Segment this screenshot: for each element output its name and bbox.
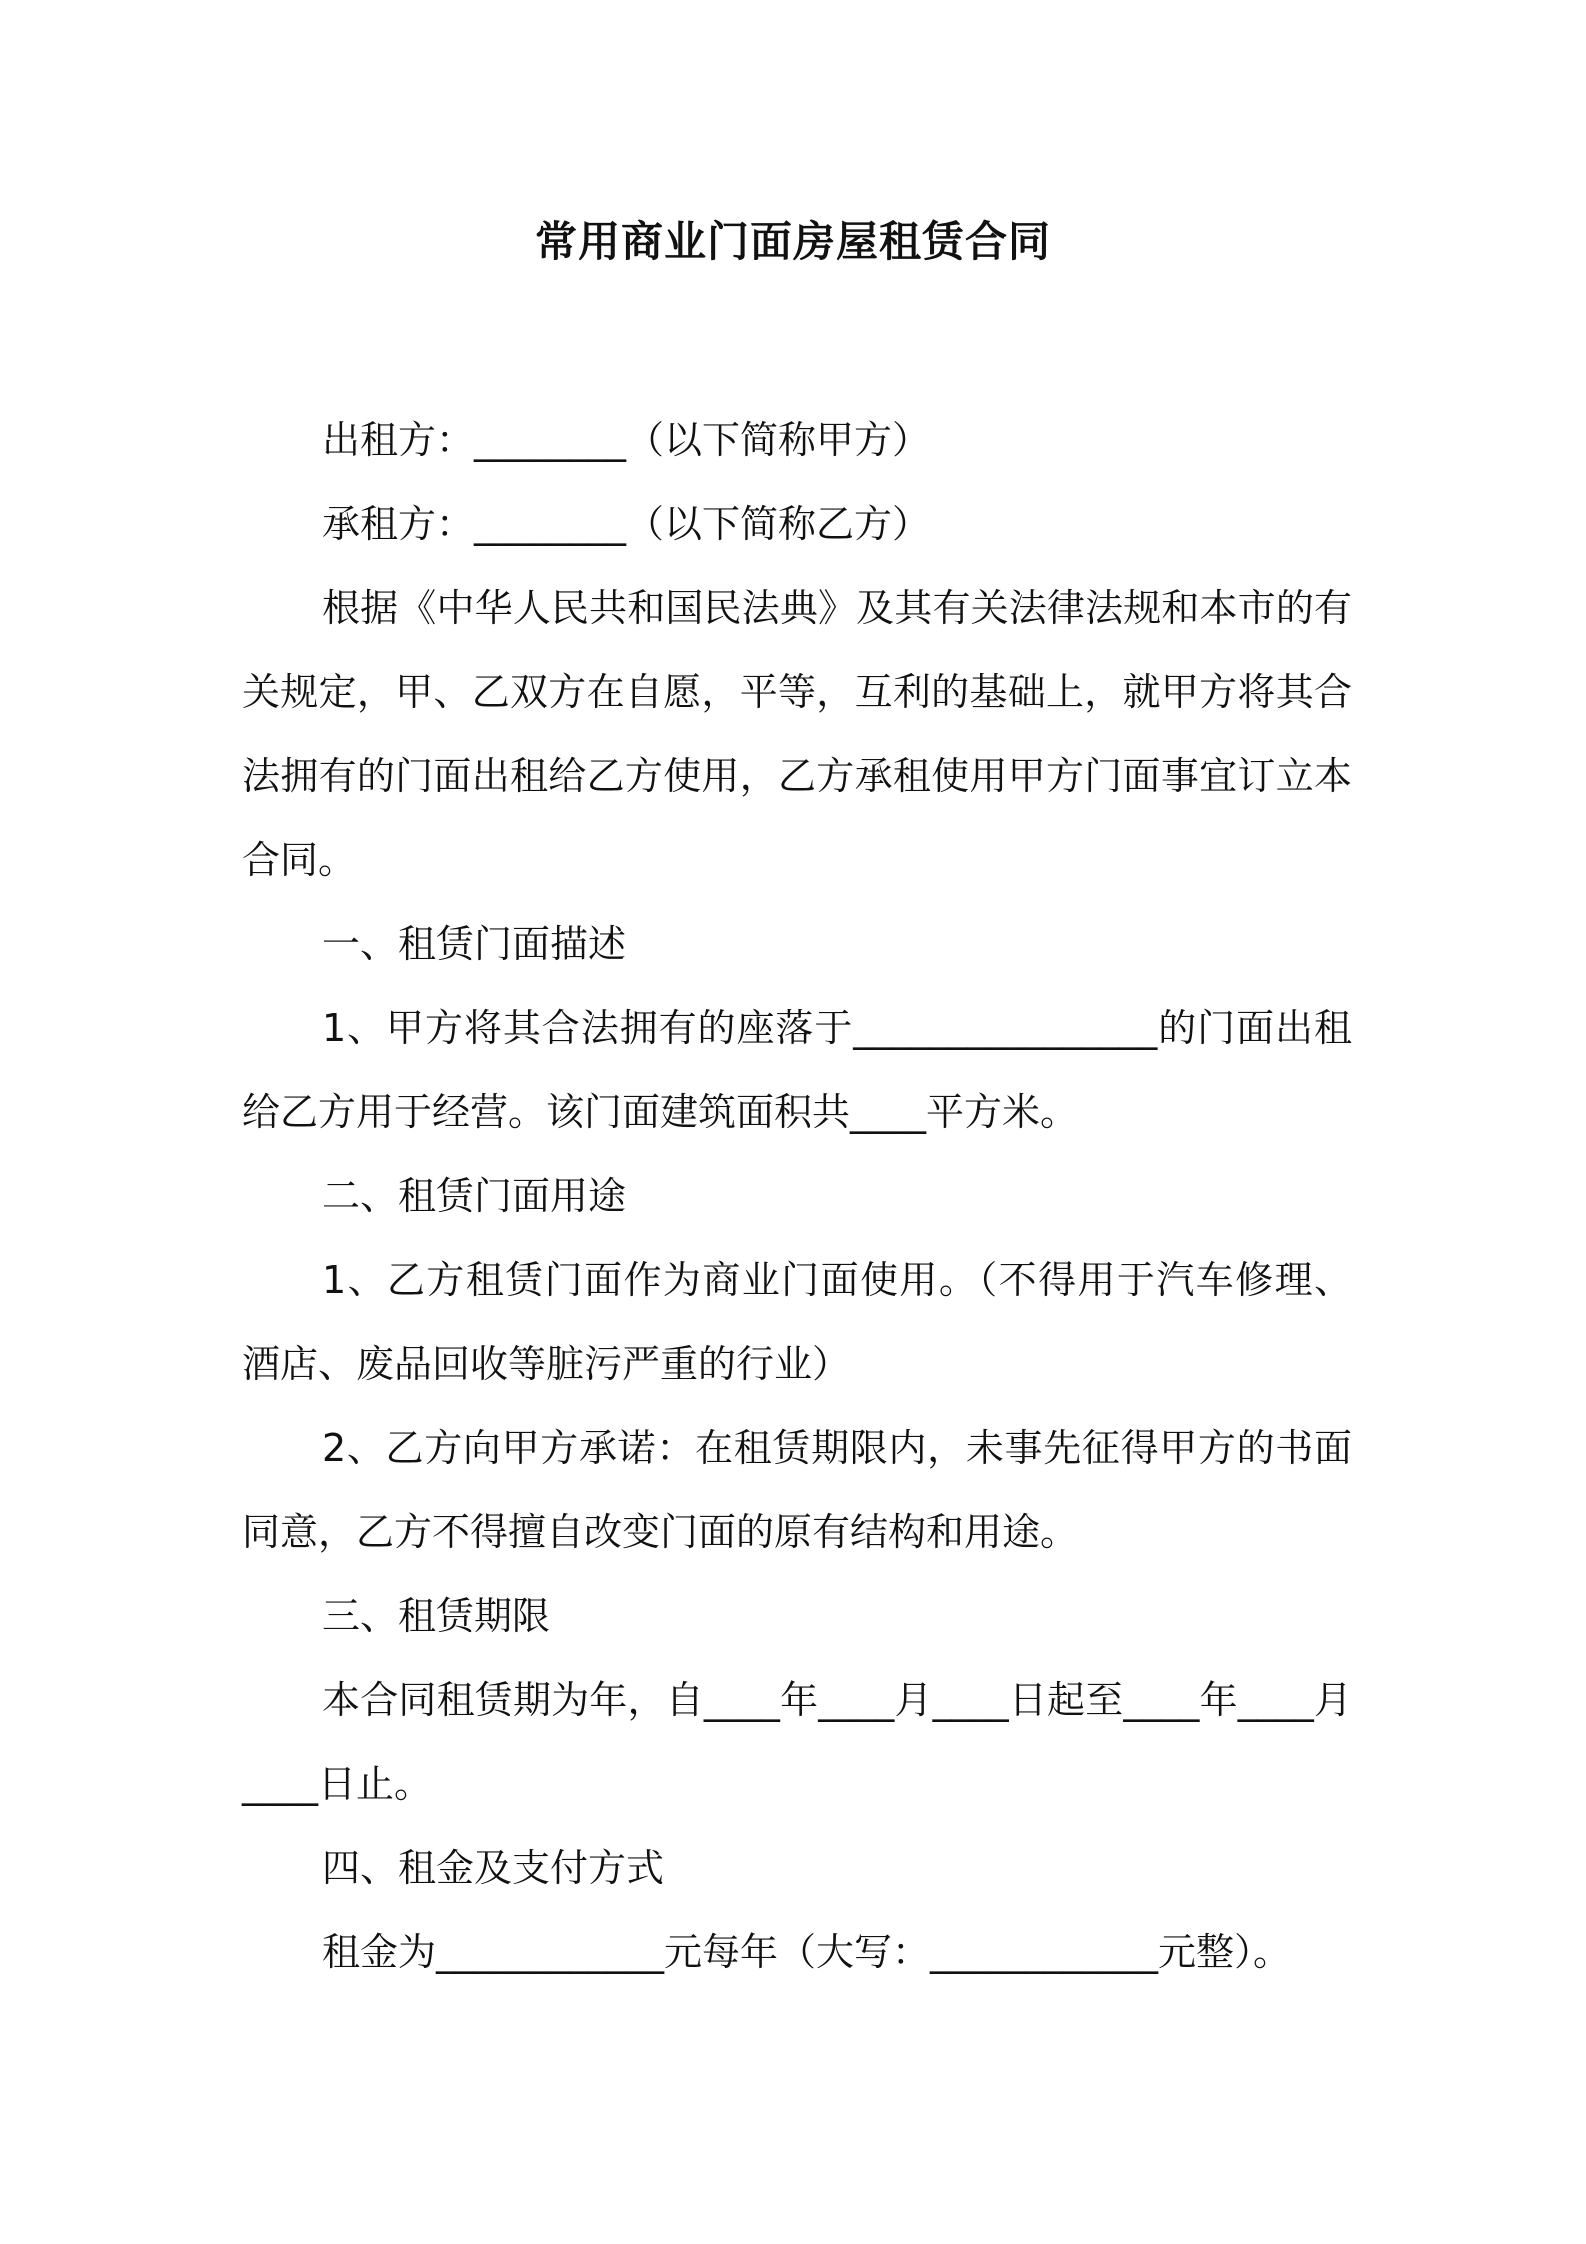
clause-4-1: 租金为____________元每年（大写：____________元整）。 (322, 1930, 1292, 1974)
preamble-paragraph: 根据《中华人民共和国民法典》及其有关法律法规和本市的有关规定，甲、乙双方在自愿，平等，互利的基础上，就甲方将其合法拥有的门面出租给乙方使用，乙方承租使用甲方门面事宜订立本合同。 (242, 586, 1352, 882)
section-heading-1: 一、租赁门面描述 (322, 922, 627, 966)
section-heading-4: 四、租金及支付方式 (322, 1846, 665, 1890)
clause-2-1: 1、乙方租赁门面作为商业门面使用。（不得用于汽车修理、酒店、废品回收等脏污严重的行业） (242, 1258, 1352, 1386)
section-heading-3: 三、租赁期限 (322, 1594, 551, 1638)
page-title: 常用商业门面房屋租赁合同 (534, 217, 1051, 266)
section-heading-2: 二、租赁门面用途 (322, 1174, 627, 1218)
contract-body (242, 398, 1352, 1994)
clause-1-1: 1、甲方将其合法拥有的座落于________________的门面出租给乙方用于经营。该门面建筑面积共____平方米。 (242, 1006, 1352, 1134)
lessor-line: 出租方：________（以下简称甲方） (322, 418, 931, 462)
clause-3-1: 本合同租赁期为年，自____年____月____日起至____年____月____日止。 (242, 1678, 1352, 1806)
lessee-line: 承租方：________（以下简称乙方） (322, 502, 931, 546)
clause-2-2: 2、乙方向甲方承诺：在租赁期限内，未事先征得甲方的书面同意，乙方不得擅自改变门面的原有结构和用途。 (242, 1426, 1352, 1554)
